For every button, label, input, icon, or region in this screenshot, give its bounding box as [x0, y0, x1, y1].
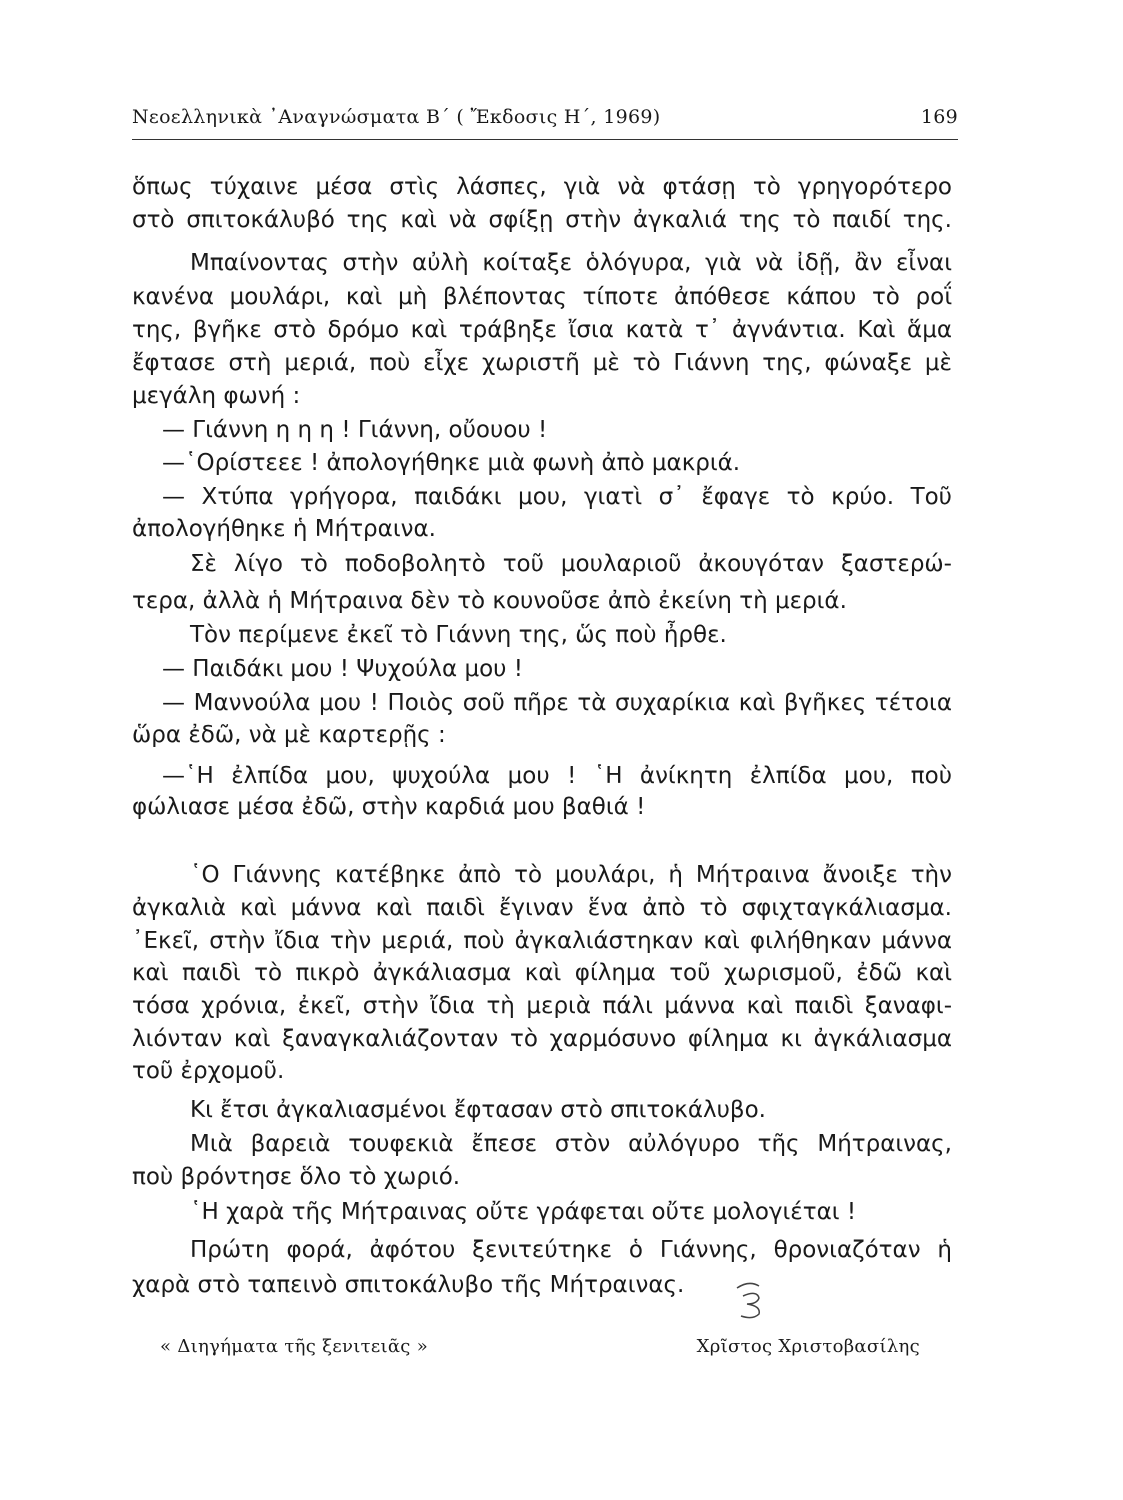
- text-line: ἀπολογήθηκε ἡ Μήτραινα.: [132, 516, 436, 542]
- text-line: ὅπως τύχαινε μέσα στὶς λάσπες, γιὰ νὰ φτάσῃ τὸ γρηγορότερο: [132, 174, 952, 200]
- header-rule: [132, 139, 958, 140]
- text-line: ὥρα ἐδῶ, νὰ μὲ καρτερῇς :: [132, 722, 446, 748]
- text-line: χαρὰ στὸ ταπεινὸ σπιτοκάλυβο τῆς Μήτραινας.: [132, 1272, 685, 1298]
- text-line: στὸ σπιτοκάλυβό της καὶ νὰ σφίξῃ στὴν ἀγκαλιά της τὸ παιδί της.: [132, 207, 952, 233]
- text-line: λιόνταν καὶ ξαναγκαλιάζονταν τὸ χαρμόσυνο φίλημα κι ἀγκάλιασμα: [132, 1026, 952, 1052]
- text-line: καὶ παιδὶ τὸ πικρὸ ἀγκάλιασμα καὶ φίλημα τοῦ χωρισμοῦ, ἐδῶ καὶ: [132, 960, 952, 986]
- text-line: — Μαννούλα μου ! Ποιὸς σοῦ πῆρε τὰ συχαρίκια καὶ βγῆκες τέτοια: [162, 690, 952, 716]
- text-line: Πρώτη φορά, ἀφότου ξενιτεύτηκε ὁ Γιάννης, θρονιαζόταν ἡ: [190, 1237, 952, 1263]
- author-name: Χρῖστος Χριστοβασίλης: [696, 1336, 920, 1357]
- pencil-mark-icon: [735, 1270, 775, 1320]
- text-line: Μιὰ βαρειὰ τουφεκιὰ ἔπεσε στὸν αὐλόγυρο τῆς Μήτραινας,: [190, 1131, 952, 1157]
- page-number: 169: [920, 106, 958, 128]
- text-line: ἀγκαλιὰ καὶ μάννα καὶ παιδὶ ἔγιναν ἕνα ἀπὸ τὸ σφιχταγκάλιασμα.: [132, 895, 952, 921]
- text-line: ᾽Εκεῖ, στὴν ἴδια τὴν μεριά, ποὺ ἀγκαλιάστηκαν καὶ φιλήθηκαν μάννα: [132, 928, 952, 954]
- running-title: Νεοελληνικὰ ᾽Αναγνώσματα Β΄ ( Ἔκδοσις Η΄, 1969): [132, 106, 661, 128]
- text-line: Κι ἔτσι ἀγκαλιασμένοι ἔφτασαν στὸ σπιτοκάλυβο.: [190, 1097, 766, 1123]
- text-line: κανένα μουλάρι, καὶ μὴ βλέποντας τίποτε ἀπόθεσε κάπου τὸ ροΐ: [132, 284, 952, 310]
- text-line: φώλιασε μέσα ἐδῶ, στὴν καρδιά μου βαθιά !: [132, 794, 646, 820]
- text-line: —῾Ορίστεεε ! ἀπολογήθηκε μιὰ φωνὴ ἀπὸ μακριά.: [162, 450, 741, 476]
- text-line: ῾Η χαρὰ τῆς Μήτραινας οὔτε γράφεται οὔτε μολογιέται !: [190, 1199, 857, 1225]
- text-line: τόσα χρόνια, ἐκεῖ, στὴν ἴδια τὴ μεριὰ πάλι μάννα καὶ παιδὶ ξαναφι-: [132, 993, 952, 1019]
- text-line: Τὸν περίμενε ἐκεῖ τὸ Γιάννη της, ὥς ποὺ ἦρθε.: [190, 622, 727, 648]
- text-line: ποὺ βρόντησε ὅλο τὸ χωριό.: [132, 1164, 461, 1190]
- text-line: — Γιάννη η η η ! Γιάννη, οὔουου !: [162, 417, 548, 443]
- text-line: τοῦ ἐρχομοῦ.: [132, 1058, 285, 1084]
- text-line: μεγάλη φωνή :: [132, 383, 301, 409]
- page-header: [132, 104, 958, 140]
- text-line: της, βγῆκε στὸ δρόμο καὶ τράβηξε ἴσια κατὰ τ᾽ ἀγνάντια. Καὶ ἅμα: [132, 317, 952, 343]
- text-line: — Παιδάκι μου ! Ψυχούλα μου !: [162, 656, 523, 682]
- text-line: ῾Ο Γιάννης κατέβηκε ἀπὸ τὸ μουλάρι, ἡ Μήτραινα ἄνοιξε τὴν: [190, 862, 952, 888]
- source-title: « Διηγήματα τῆς ξενιτειᾶς »: [160, 1336, 429, 1357]
- text-line: Σὲ λίγο τὸ ποδοβολητὸ τοῦ μουλαριοῦ ἀκουγόταν ξαστερώ-: [190, 551, 952, 577]
- text-line: —῾Η ἐλπίδα μου, ψυχούλα μου ! ῾Η ἀνίκητη ἐλπίδα μου, ποὺ: [162, 763, 952, 789]
- text-line: Μπαίνοντας στὴν αὐλὴ κοίταξε ὁλόγυρα, γιὰ νὰ ἰδῇ, ἂν εἶναι: [190, 250, 952, 276]
- text-line: τερα, ἀλλὰ ἡ Μήτραινα δὲν τὸ κουνοῦσε ἀπὸ ἐκείνη τὴ μεριά.: [132, 588, 847, 614]
- text-line: ἔφτασε στὴ μεριά, ποὺ εἶχε χωριστῆ μὲ τὸ Γιάννη της, φώναξε μὲ: [132, 350, 952, 376]
- text-line: — Χτύπα γρήγορα, παιδάκι μου, γιατὶ σ᾽ ἔφαγε τὸ κρύο. Τοῦ: [162, 484, 952, 510]
